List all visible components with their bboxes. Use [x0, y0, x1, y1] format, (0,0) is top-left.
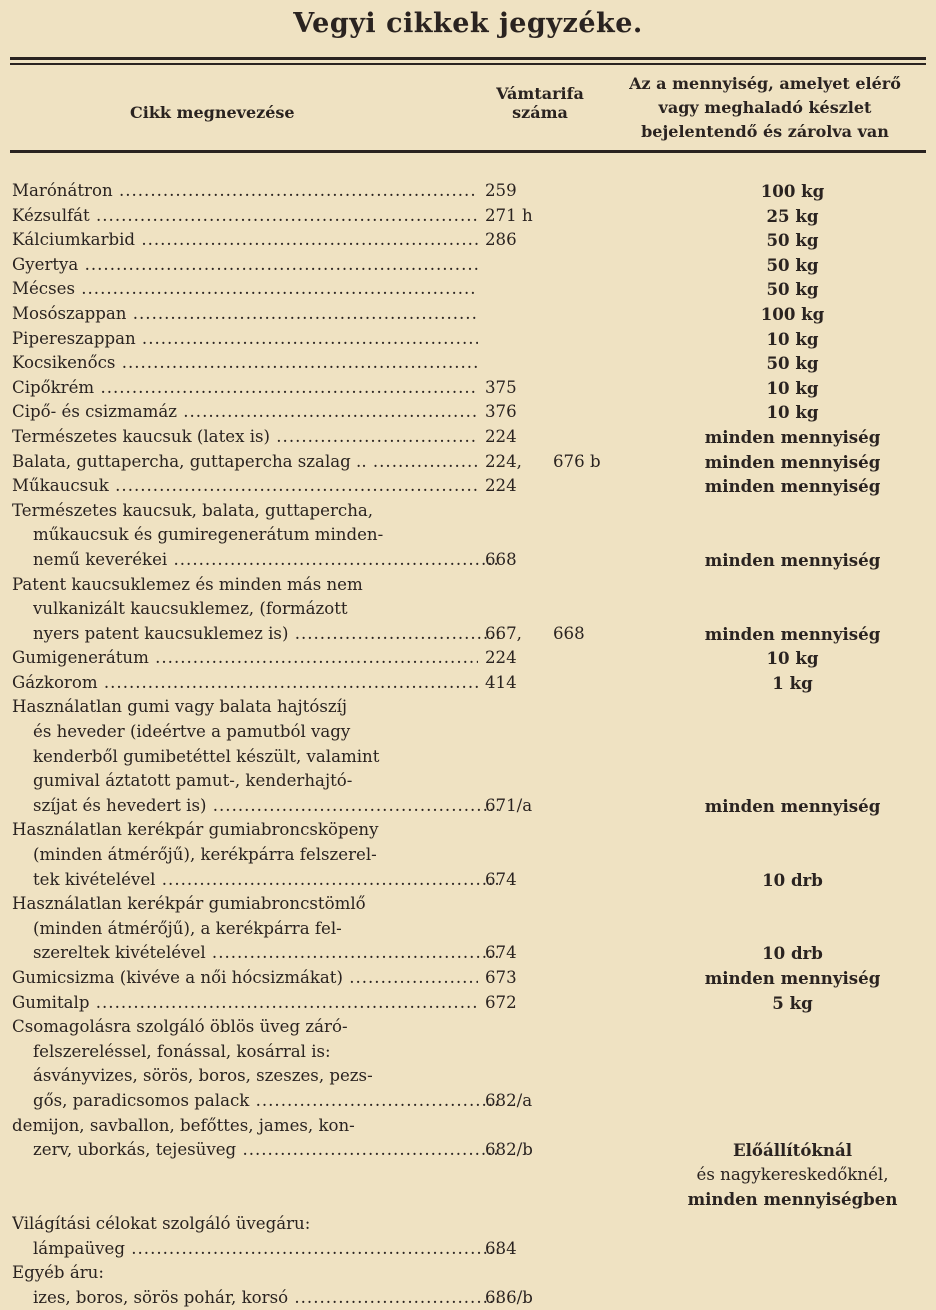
item-name: Mosószappan .....	[12, 302, 478, 327]
item-name: Mécses .....	[12, 277, 478, 302]
table-row	[0, 425, 936, 450]
table-row	[0, 646, 936, 671]
table-row-line	[0, 376, 936, 401]
item-name: zerv, uborkás, tejesüveg .....	[33, 1138, 499, 1163]
tariff-code: 672	[485, 992, 517, 1012]
item-name: és heveder (ideértve a pamutból vagy	[33, 722, 351, 742]
quantity-threshold: minden mennyiség	[704, 426, 881, 447]
tariff-code: 682/a	[485, 1090, 533, 1110]
table-row-line	[0, 868, 936, 893]
table-row	[0, 966, 936, 991]
quantity-threshold: minden mennyiség	[704, 968, 881, 988]
table-row-line	[0, 622, 936, 647]
item-name: Használatlan kerékpár gumiabroncstömlő	[12, 894, 366, 914]
item-name: szíjat és hevedert is) .....	[33, 794, 499, 819]
table-row	[0, 253, 936, 278]
table-row-line	[0, 302, 936, 327]
table-row-line	[0, 1261, 936, 1286]
table-row-line	[0, 1163, 936, 1188]
table-row-line	[0, 646, 936, 671]
tariff-code: 684	[485, 1238, 517, 1258]
quantity-threshold-note: minden mennyiségben	[687, 1189, 898, 1210]
header-top-rule-second	[10, 63, 926, 65]
table-row-line	[0, 1237, 936, 1262]
item-name: Balata, guttapercha, guttapercha szalag .. .....	[12, 450, 478, 475]
page-title: Vegyi cikkek jegyzéke.	[293, 8, 643, 39]
quantity-threshold: 10 drb	[762, 943, 823, 964]
item-name: Kálciumkarbid .....	[12, 228, 478, 253]
quantity-threshold: 5 kg	[772, 992, 813, 1013]
item-name: Használatlan gumi vagy balata hajtószíj	[12, 697, 348, 717]
tariff-code: 224	[485, 476, 517, 496]
table-row	[0, 695, 936, 818]
quantity-threshold: minden mennyiség	[704, 795, 881, 816]
item-name: Természetes kaucsuk (latex is) .....	[12, 425, 478, 450]
item-name: Gyertya .....	[12, 253, 478, 278]
item-name: Cipő- és csizmamáz .....	[12, 400, 478, 425]
table-row-line	[0, 253, 936, 278]
table-row	[0, 327, 936, 352]
table-row-line	[0, 277, 936, 302]
table-row-line	[0, 573, 936, 598]
table-row-line	[0, 425, 936, 450]
column-header-amount-line: vagy meghaladó készlet	[658, 98, 872, 117]
table-row	[0, 1261, 936, 1310]
item-name: Gumigenerátum .....	[12, 646, 478, 671]
tariff-code-secondary: 676 b	[553, 451, 601, 471]
table-row	[0, 671, 936, 696]
column-header-code	[490, 84, 590, 122]
item-name: Egyéb áru:	[12, 1263, 104, 1283]
quantity-threshold: minden mennyiség	[704, 623, 881, 644]
tariff-code: 674	[485, 869, 517, 889]
quantity-threshold: Előállítóknál	[732, 1140, 853, 1161]
table-row	[0, 450, 936, 475]
table-row	[0, 892, 936, 966]
item-name: Csomagolásra szolgáló öblös üveg záró-	[12, 1017, 348, 1037]
table-row-line	[0, 400, 936, 425]
item-name: Kocsikenőcs .....	[12, 351, 478, 376]
table-row	[0, 818, 936, 892]
quantity-threshold: 10 kg	[766, 377, 819, 398]
tariff-code: 673	[485, 968, 517, 987]
table-row-line	[0, 695, 936, 720]
item-table	[0, 179, 936, 1310]
table-row-line	[0, 523, 936, 548]
quantity-threshold: 10 kg	[766, 328, 819, 349]
tariff-code: 376	[485, 402, 517, 422]
table-row-line	[0, 597, 936, 622]
table-row	[0, 228, 936, 253]
item-name: Gázkorom .....	[12, 671, 478, 696]
column-header-amount-line: bejelentendő és zárolva van	[641, 122, 889, 141]
item-name: nyers patent kaucsuklemez is) .....	[33, 622, 499, 647]
column-header-amount-line: Az a mennyiség, amelyet elérő	[629, 74, 901, 93]
table-row-line	[0, 499, 936, 524]
tariff-code: 674	[485, 943, 517, 963]
header-top-rule	[10, 57, 926, 60]
header-bottom-rule	[10, 150, 926, 153]
quantity-threshold: 10 kg	[766, 402, 819, 423]
table-row-line	[0, 769, 936, 794]
quantity-threshold: 50 kg	[766, 254, 819, 275]
table-row	[0, 573, 936, 647]
tariff-code: 271 h	[485, 205, 533, 225]
table-row	[0, 400, 936, 425]
item-name: vulkanizált kaucsuklemez, (formázott	[33, 599, 348, 619]
table-row-line	[0, 204, 936, 229]
item-name: Kézsulfát .....	[12, 204, 478, 229]
table-row	[0, 204, 936, 229]
tariff-code: 224	[485, 648, 517, 668]
item-name: gős, paradicsomos palack .....	[33, 1089, 499, 1114]
tariff-code: 686/b	[485, 1287, 533, 1307]
tariff-code-secondary: 668	[553, 623, 585, 643]
table-row	[0, 277, 936, 302]
item-name: nemű keverékei .....	[33, 548, 499, 573]
item-name: tek kivételével .....	[33, 868, 499, 893]
item-name: ásványvizes, sörös, boros, szeszes, pezs-	[33, 1066, 373, 1086]
quantity-threshold: 100 kg	[760, 303, 825, 324]
table-row-line	[0, 941, 936, 966]
tariff-code: 286	[485, 230, 517, 250]
table-row-line	[0, 818, 936, 843]
quantity-threshold: 100 kg	[760, 181, 825, 201]
item-name: Cipőkrém .....	[12, 376, 478, 401]
item-name: felszereléssel, fonással, kosárral is:	[33, 1041, 331, 1061]
column-header-name	[130, 103, 295, 122]
item-name: Természetes kaucsuk, balata, guttapercha,	[12, 500, 374, 520]
tariff-code: 682/b	[485, 1140, 533, 1160]
table-row-line	[0, 1114, 936, 1139]
column-header-name-text: Cikk megnevezése	[130, 103, 295, 122]
quantity-threshold: 1 kg	[772, 672, 813, 693]
table-row-line	[0, 228, 936, 253]
table-row	[0, 302, 936, 327]
quantity-threshold: 10 kg	[766, 648, 819, 669]
table-row-line	[0, 843, 936, 868]
item-name: (minden átmérőjű), a kerékpárra fel-	[33, 918, 342, 938]
tariff-code: 667,	[485, 623, 522, 643]
table-row	[0, 179, 936, 204]
table-row	[0, 376, 936, 401]
item-name: Pipereszappan .....	[12, 327, 478, 352]
item-name: Gumitalp .....	[12, 991, 478, 1016]
table-row-line	[0, 1040, 936, 1065]
item-name: Gumicsizma (kivéve a női hócsizmákat) .....	[12, 966, 478, 991]
quantity-threshold: minden mennyiség	[704, 451, 881, 472]
quantity-threshold: 50 kg	[766, 353, 819, 374]
tariff-code: 668	[485, 549, 517, 569]
quantity-threshold: 50 kg	[766, 230, 819, 251]
table-row	[0, 474, 936, 499]
item-name: kenderből gumibetéttel készült, valamint	[33, 746, 380, 766]
table-row-line	[0, 1286, 936, 1310]
item-name: Világítási célokat szolgáló üvegáru:	[12, 1213, 311, 1233]
quantity-threshold: 25 kg	[766, 205, 819, 226]
item-name: Marónátron .....	[12, 179, 478, 204]
quantity-threshold-note: és nagykereskedőknél,	[696, 1164, 889, 1184]
tariff-code: 375	[485, 377, 517, 397]
table-row-line	[0, 450, 936, 475]
tariff-code: 671/a	[485, 795, 533, 815]
item-name: Patent kaucsuklemez és minden más nem	[12, 574, 363, 594]
table-row-line	[0, 548, 936, 573]
table-row-line	[0, 745, 936, 770]
table-row-line	[0, 671, 936, 696]
item-name: izes, boros, sörös pohár, korsó .....	[33, 1286, 499, 1310]
table-row-line	[0, 1212, 936, 1237]
item-name: Használatlan kerékpár gumiabroncsköpeny	[12, 820, 379, 840]
table-row-line	[0, 794, 936, 819]
table-row-line	[0, 327, 936, 352]
table-row-line	[0, 474, 936, 499]
quantity-threshold: minden mennyiség	[704, 476, 881, 497]
table-row-line	[0, 1187, 936, 1212]
table-row-line	[0, 1015, 936, 1040]
column-header-code-line: száma	[512, 103, 568, 122]
table-row-line	[0, 966, 936, 991]
table-row-line	[0, 720, 936, 745]
table-row	[0, 351, 936, 376]
table-row-line	[0, 1089, 936, 1114]
table-row-line	[0, 1138, 936, 1163]
item-name: (minden átmérőjű), kerékpárra felszerel-	[33, 845, 377, 865]
table-row-line	[0, 179, 936, 204]
table-row-line	[0, 917, 936, 942]
table-row	[0, 1114, 936, 1212]
tariff-code: 414	[485, 672, 517, 692]
table-row-line	[0, 1064, 936, 1089]
table-row-line	[0, 892, 936, 917]
quantity-threshold: 50 kg	[766, 279, 819, 300]
item-name: műkaucsuk és gumiregenerátum minden-	[33, 525, 384, 545]
item-name: lámpaüveg .....	[33, 1237, 499, 1262]
item-name: demijon, savballon, befőttes, james, kon-	[12, 1115, 355, 1135]
quantity-threshold: 10 drb	[762, 869, 823, 890]
quantity-threshold: minden mennyiség	[704, 549, 881, 570]
tariff-code: 259	[485, 181, 517, 200]
table-row	[0, 991, 936, 1016]
table-row-line	[0, 351, 936, 376]
column-header-amount	[600, 72, 930, 144]
tariff-code: 224,	[485, 451, 522, 471]
column-header-code-line: Vámtarifa	[496, 84, 584, 103]
table-row	[0, 499, 936, 573]
item-name: Műkaucsuk .....	[12, 474, 478, 499]
tariff-code: 224	[485, 426, 517, 446]
table-row	[0, 1015, 936, 1113]
table-row-line	[0, 991, 936, 1016]
table-row	[0, 1212, 936, 1261]
item-name: szereltek kivételével .....	[33, 941, 499, 966]
item-name: gumival áztatott pamut-, kenderhajtó-	[33, 771, 353, 791]
